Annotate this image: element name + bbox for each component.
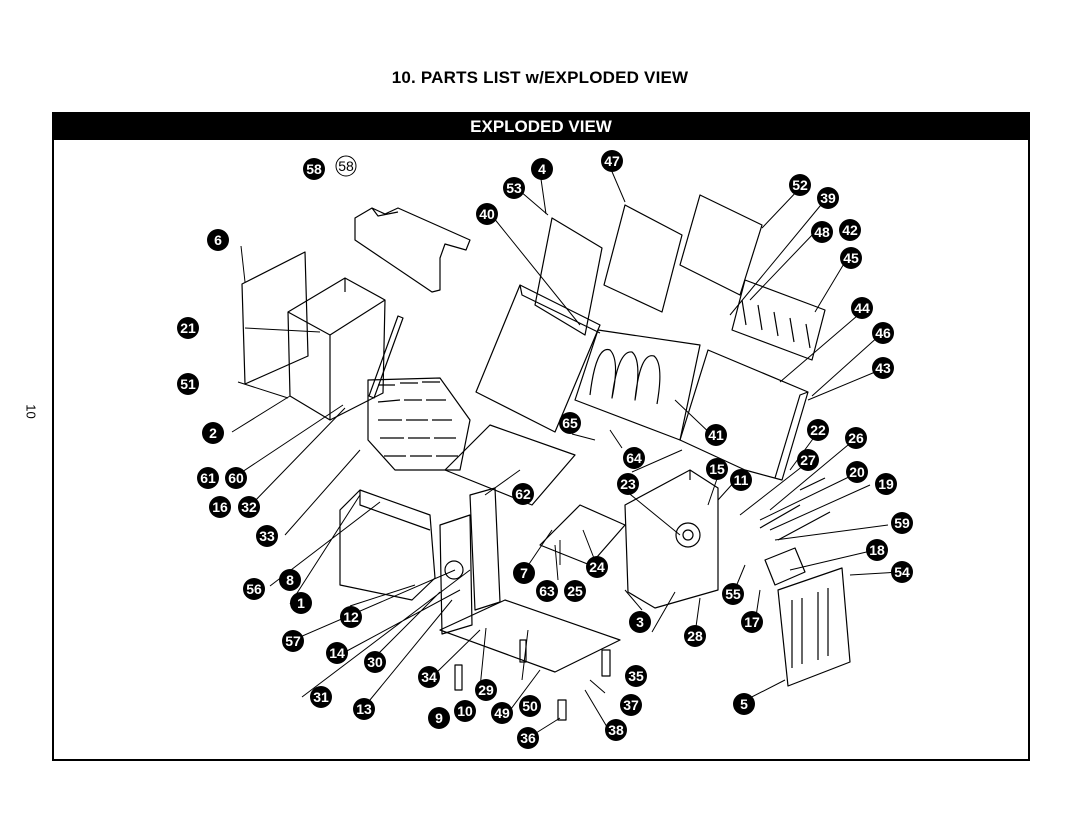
callout-label: 16 bbox=[212, 499, 228, 515]
callout-label: 37 bbox=[623, 697, 639, 713]
callout-47 bbox=[601, 150, 623, 172]
callout-63 bbox=[536, 580, 558, 602]
callout-label: 30 bbox=[367, 654, 383, 670]
callout-label: 43 bbox=[875, 360, 891, 376]
callout-23 bbox=[617, 473, 639, 495]
callout-59 bbox=[891, 512, 913, 534]
callout-64 bbox=[623, 447, 645, 469]
callout-label: 60 bbox=[228, 470, 244, 486]
rear-panel-part bbox=[778, 568, 850, 686]
callout-4 bbox=[531, 158, 553, 180]
callout-53 bbox=[503, 177, 525, 199]
rod-part bbox=[800, 478, 825, 490]
bottom-base-part bbox=[440, 600, 620, 672]
foot-part bbox=[602, 650, 610, 676]
parts-linework bbox=[242, 195, 850, 720]
callout-31 bbox=[310, 686, 332, 708]
callout-9 bbox=[428, 707, 450, 729]
callout-label: 51 bbox=[180, 376, 196, 392]
callout-label: 4 bbox=[538, 161, 546, 177]
heater-coil-part bbox=[575, 330, 700, 440]
callout-32 bbox=[238, 496, 260, 518]
callout-label: 12 bbox=[343, 609, 359, 625]
callout-label: 11 bbox=[733, 472, 749, 488]
callout-label: 52 bbox=[792, 177, 808, 193]
tray-part bbox=[604, 205, 682, 312]
callout-49 bbox=[491, 702, 513, 724]
callout-label: 45 bbox=[843, 250, 859, 266]
callout-label: 7 bbox=[520, 565, 528, 581]
callout-12 bbox=[340, 606, 362, 628]
callout-label: 53 bbox=[506, 180, 522, 196]
callout-label: 55 bbox=[725, 586, 741, 602]
callout-label: 36 bbox=[520, 730, 536, 746]
callout-55 bbox=[722, 583, 744, 605]
callout-label: 41 bbox=[708, 427, 724, 443]
callout-label: 40 bbox=[479, 206, 495, 222]
callout-label: 23 bbox=[620, 476, 636, 492]
callout-label: 21 bbox=[180, 320, 196, 336]
foot-part bbox=[455, 665, 462, 690]
callout-38 bbox=[605, 719, 627, 741]
callout-label: 59 bbox=[894, 515, 910, 531]
top-cover-part bbox=[355, 208, 470, 292]
callout-label: 24 bbox=[589, 559, 605, 575]
callout-35 bbox=[625, 665, 647, 687]
callout-label: 61 bbox=[200, 470, 216, 486]
tray-part bbox=[680, 195, 762, 295]
callout-20 bbox=[846, 461, 868, 483]
callout-61 bbox=[197, 467, 219, 489]
section-banner: EXPLODED VIEW bbox=[54, 114, 1028, 140]
callout-label: 27 bbox=[800, 452, 816, 468]
callout-6 bbox=[207, 229, 229, 251]
callout-label: 29 bbox=[478, 682, 494, 698]
callout-8 bbox=[279, 569, 301, 591]
housing-box-part bbox=[288, 278, 385, 420]
callout-26 bbox=[845, 427, 867, 449]
callout-label: 46 bbox=[875, 325, 891, 341]
callout-44 bbox=[851, 297, 873, 319]
callout-label: 6 bbox=[214, 232, 222, 248]
callout-label: 8 bbox=[286, 572, 294, 588]
foot-part bbox=[558, 700, 566, 720]
callout-label: 54 bbox=[894, 564, 910, 580]
callout-label: 10 bbox=[457, 703, 473, 719]
callout-label: 18 bbox=[869, 542, 885, 558]
callout-label: 49 bbox=[494, 705, 510, 721]
callout-13 bbox=[353, 698, 375, 720]
callout-label: 58 bbox=[338, 158, 354, 174]
callout-label: 64 bbox=[626, 450, 642, 466]
callout-19 bbox=[875, 473, 897, 495]
callout-label: 48 bbox=[814, 224, 830, 240]
callout-label: 19 bbox=[878, 476, 894, 492]
callout-label: 57 bbox=[285, 633, 301, 649]
vent-slots bbox=[742, 300, 810, 348]
callout-10 bbox=[454, 700, 476, 722]
callout-label: 42 bbox=[842, 222, 858, 238]
callout-label: 63 bbox=[539, 583, 555, 599]
callout-36 bbox=[517, 727, 539, 749]
callout-15 bbox=[706, 458, 728, 480]
callout-17 bbox=[741, 611, 763, 633]
callout-label: 32 bbox=[241, 499, 257, 515]
callout-58-outline bbox=[336, 156, 356, 176]
callout-2 bbox=[202, 422, 224, 444]
callout-14 bbox=[326, 642, 348, 664]
callout-62 bbox=[512, 483, 534, 505]
callout-label: 2 bbox=[209, 425, 217, 441]
callout-21 bbox=[177, 317, 199, 339]
callout-48 bbox=[811, 221, 833, 243]
callout-30 bbox=[364, 651, 386, 673]
callout-45 bbox=[840, 247, 862, 269]
callout-label: 56 bbox=[246, 581, 262, 597]
callout-label: 58 bbox=[306, 161, 322, 177]
shaft-part bbox=[760, 505, 830, 540]
callout-56 bbox=[243, 578, 265, 600]
callout-40 bbox=[476, 203, 498, 225]
page-number: 10 bbox=[23, 404, 39, 419]
callout-label: 31 bbox=[313, 689, 329, 705]
callout-24 bbox=[586, 556, 608, 578]
callout-16 bbox=[209, 496, 231, 518]
callout-54 bbox=[891, 561, 913, 583]
base-tray-part bbox=[445, 425, 575, 505]
rear-vents bbox=[792, 588, 828, 668]
callout-7 bbox=[513, 562, 535, 584]
callout-label: 14 bbox=[329, 645, 345, 661]
callout-label: 13 bbox=[356, 701, 372, 717]
callout-1 bbox=[290, 592, 312, 614]
switch-plate-part bbox=[470, 488, 500, 610]
enclosure-part bbox=[680, 350, 808, 480]
callout-label: 5 bbox=[740, 696, 748, 712]
control-panel-part bbox=[625, 470, 718, 608]
motor-assembly-part bbox=[765, 548, 805, 585]
callout-label: 3 bbox=[636, 614, 644, 630]
callout-65 bbox=[559, 412, 581, 434]
callout-label: 44 bbox=[854, 300, 870, 316]
callout-label: 20 bbox=[849, 464, 865, 480]
callout-label: 62 bbox=[515, 486, 531, 502]
callout-11 bbox=[730, 469, 752, 491]
callout-27 bbox=[797, 449, 819, 471]
vent-panel-part bbox=[732, 280, 825, 360]
bracket-part bbox=[540, 505, 625, 565]
callout-51 bbox=[177, 373, 199, 395]
callout-25 bbox=[564, 580, 586, 602]
callout-label: 38 bbox=[608, 722, 624, 738]
callout-label: 25 bbox=[567, 583, 583, 599]
callout-42 bbox=[839, 219, 861, 241]
callout-22 bbox=[807, 419, 829, 441]
callout-39 bbox=[817, 187, 839, 209]
rod-part bbox=[369, 316, 403, 398]
page-title: 10. PARTS LIST w/EXPLODED VIEW bbox=[391, 68, 689, 87]
callout-label: 22 bbox=[810, 422, 826, 438]
callout-3 bbox=[629, 611, 651, 633]
callout-label: 28 bbox=[687, 628, 703, 644]
callout-label: 34 bbox=[421, 669, 437, 685]
callout-46 bbox=[872, 322, 894, 344]
callout-37 bbox=[620, 694, 642, 716]
callout-label: 65 bbox=[562, 415, 578, 431]
callout-label: 26 bbox=[848, 430, 864, 446]
callout-52 bbox=[789, 174, 811, 196]
chassis-part bbox=[340, 490, 435, 600]
callout-label: 33 bbox=[259, 528, 275, 544]
callout-29 bbox=[475, 679, 497, 701]
callout-60 bbox=[225, 467, 247, 489]
callout-18 bbox=[866, 539, 888, 561]
callout-33 bbox=[256, 525, 278, 547]
callout-58 bbox=[303, 158, 325, 180]
callout-label: 1 bbox=[297, 595, 305, 611]
callout-34 bbox=[418, 666, 440, 688]
callout-50 bbox=[519, 695, 541, 717]
callout-label: 17 bbox=[744, 614, 760, 630]
callout-43 bbox=[872, 357, 894, 379]
callout-57 bbox=[282, 630, 304, 652]
callout-label: 47 bbox=[604, 153, 620, 169]
callout-label: 15 bbox=[709, 461, 725, 477]
callout-label: 50 bbox=[522, 698, 538, 714]
callout-5 bbox=[733, 693, 755, 715]
callout-28 bbox=[684, 625, 706, 647]
motor-hub-part bbox=[683, 530, 693, 540]
callout-label: 39 bbox=[820, 190, 836, 206]
callout-label: 35 bbox=[628, 668, 644, 684]
callout-label: 9 bbox=[435, 710, 443, 726]
callout-41 bbox=[705, 424, 727, 446]
